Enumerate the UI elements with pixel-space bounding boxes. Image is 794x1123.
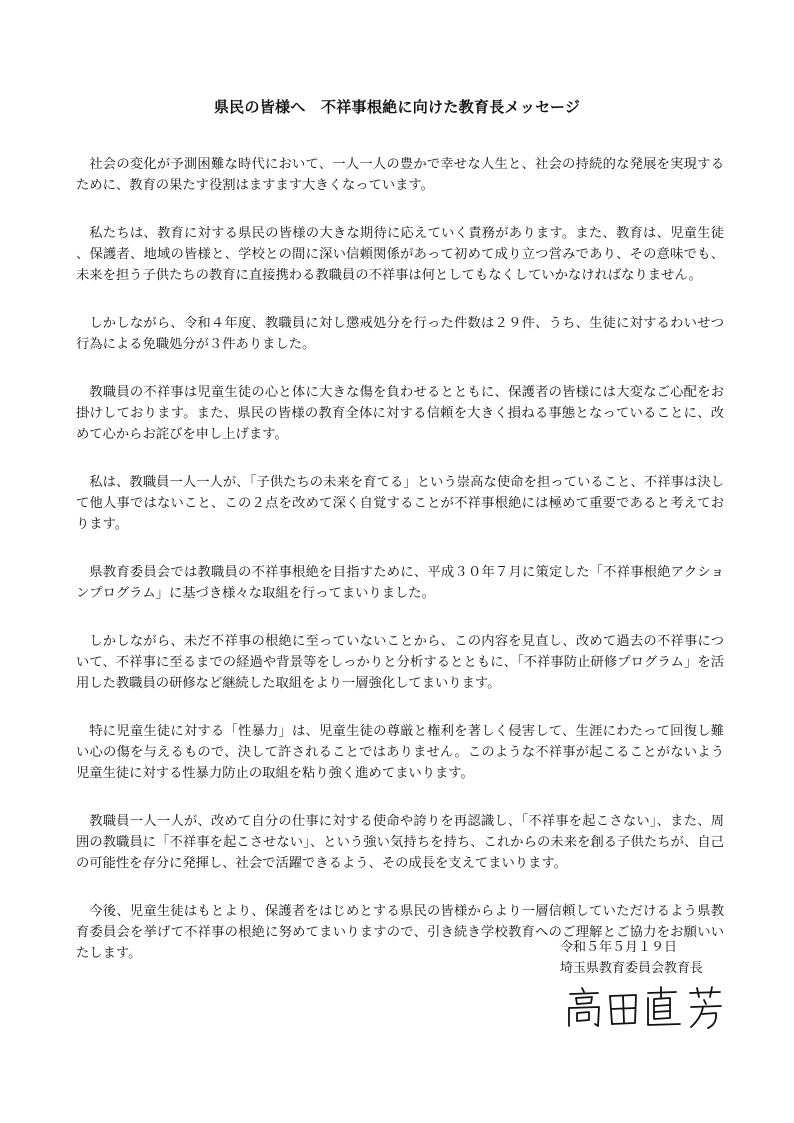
paragraph-3: しかしながら、令和４年度、教職員に対し懲戒処分を行った件数は２９件、うち、生徒に対するわいせつ行為による免職処分が３件ありました。 <box>76 316 724 352</box>
paragraph-7: しかしながら、未だ不祥事の根絶に至っていないことから、この内容を見直し、改めて過去の不祥事について、不祥事に至るまでの経過や背景等をしっかりと分析するとともに、「不祥事防止研修プログラム」を活用した教職員の研修など継続した取組をより一層強化してまいります。 <box>76 634 724 691</box>
document-title: 県民の皆様へ 不祥事根絶に向けた教育長メッセージ <box>213 98 581 116</box>
paragraph-10: 今後、児童生徒はもとより、保護者をはじめとする県民の皆様からより一層信頼していただけるよう県教育委員会を挙げて不祥事の根絶に努めてまいりますので、引き続き学校教育へのご理解とご協力をお願いいたします。 <box>76 904 724 961</box>
message-body <box>76 154 724 991</box>
paragraph-1: 社会の変化が予測困難な時代において、一人一人の豊かで幸せな人生と、社会の持続的な発展を実現するために、教育の果たす役割はますます大きくなっています。 <box>76 157 724 193</box>
paragraph-2: 私たちは、教育に対する県民の皆様の大きな期待に応えていく責務があります。また、教育は、児童生徒、保護者、地域の皆様と、学校との間に深い信頼関係があって初めて成り立つ営みであり、その意味でも、未来を担う子供たちの教育に直接携わる教職員の不祥事は何としてもなくしていかなければなりません。 <box>76 226 724 283</box>
paragraph-9: 教職員一人一人が、改めて自分の仕事に対する使命や誇りを再認識し、「不祥事を起こさない」、また、周囲の教職員に「不祥事を起こさせない」、という強い気持ちを持ち、これからの未来を創る子供たちが、自己の可能性を存分に発揮し、社会で活躍できるよう、その成長を支えてまいります。 <box>76 814 724 871</box>
paragraph-6: 県教育委員会では教職員の不祥事根絶を目指すために、平成３０年７月に策定した「不祥事根絶アクションプログラム」に基づき様々な取組を行ってまいりました。 <box>76 565 724 601</box>
closing-organization: 埼玉県教育委員会教育長 <box>560 961 704 976</box>
paragraph-4: 教職員の不祥事は児童生徒の心と体に大きな傷を負わせるとともに、保護者の皆様には大変なご心配をお掛けしております。また、県民の皆様の教育全体に対する信頼を大きく損ねる事態となっていることに、改めて心からお詫びを申し上げます。 <box>76 385 724 442</box>
closing-date: 令和５年５月１９日 <box>560 940 678 955</box>
handwritten-signature <box>560 982 725 1032</box>
paragraph-8: 特に児童生徒に対する「性暴力」は、児童生徒の尊厳と権利を著しく侵害して、生涯にわたって回復し難い心の傷を与えるもので、決して許されることではありません。このような不祥事が起こることがないよう児童生徒に対する性暴力防止の取組を粘り強く進めてまいります。 <box>76 724 724 781</box>
paragraph-5: 私は、教職員一人一人が、「子供たちの未来を育てる」という崇高な使命を担っていること、不祥事は決して他人事ではないこと、この２点を改めて深く自覚することが不祥事根絶には極めて重要であると考えております。 <box>76 475 724 532</box>
